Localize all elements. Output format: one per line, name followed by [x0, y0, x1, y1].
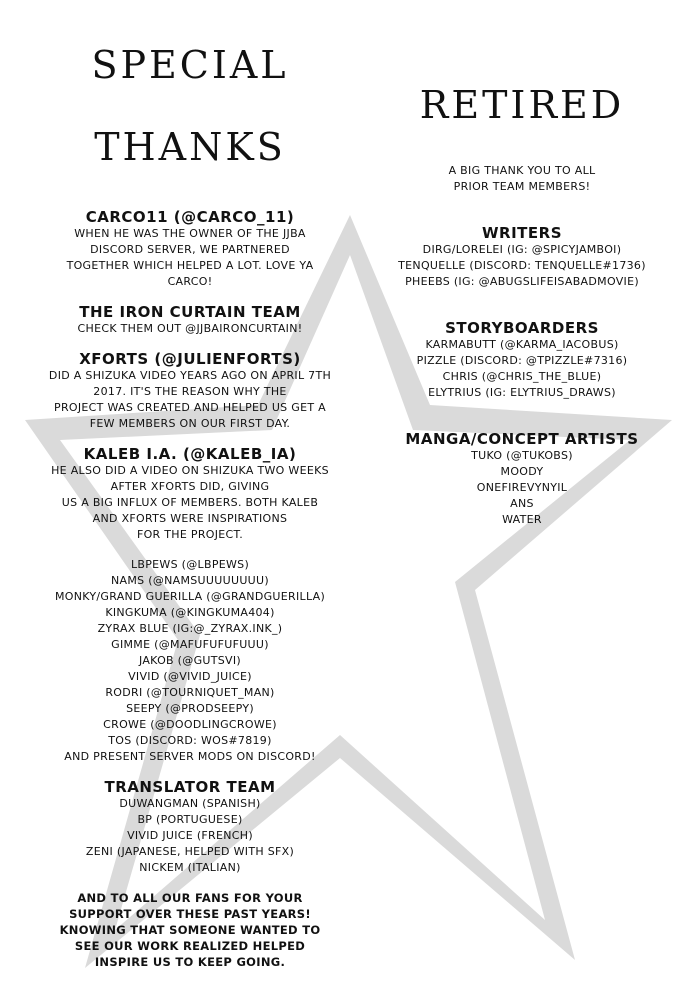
- special-thanks-title-line2: THANKS: [94, 125, 286, 169]
- list-item: TOS (DISCORD: WOS#7819): [108, 734, 272, 747]
- iron-curtain-credit: [25, 304, 355, 337]
- special-thanks-title-line1: SPECIAL: [91, 43, 289, 87]
- retired-intro: [372, 163, 672, 195]
- section-heading: STORYBOARDERS: [445, 319, 599, 337]
- closing-line: INSPIRE US TO KEEP GOING.: [94, 955, 286, 969]
- list-item: MOODY: [500, 465, 544, 478]
- intro-line: A BIG THANK YOU TO ALL: [448, 164, 596, 177]
- section-heading: MANGA/CONCEPT ARTISTS: [405, 430, 639, 448]
- list-item: TUKO (@TUKOBS): [471, 449, 573, 462]
- intro-line: PRIOR TEAM MEMBERS!: [453, 180, 591, 193]
- list-item: VIVID JUICE (FRENCH): [127, 829, 253, 842]
- writers-section: [372, 225, 672, 290]
- credit-line: HE ALSO DID A VIDEO ON SHIZUKA TWO WEEKS: [51, 464, 329, 477]
- list-item: BP (PORTUGUESE): [137, 813, 243, 826]
- special-thanks-column: [25, 45, 355, 984]
- list-item: CHRIS (@CHRIS_THE_BLUE): [442, 370, 602, 383]
- kaleb-credit: [25, 446, 355, 543]
- credit-heading: CARCO11 (@CARCO_11): [85, 208, 295, 226]
- list-item: JAKOB (@GUTSVI): [138, 654, 242, 667]
- credit-line: AND XFORTS WERE INSPIRATIONS: [92, 512, 288, 525]
- credit-line: CHECK THEM OUT @JJBAIRONCURTAIN!: [77, 322, 303, 335]
- credit-line: FEW MEMBERS ON OUR FIRST DAY.: [89, 417, 291, 430]
- list-item: AND PRESENT SERVER MODS ON DISCORD!: [64, 750, 316, 763]
- credit-line: 2017. IT'S THE REASON WHY THE: [93, 385, 287, 398]
- closing-line: AND TO ALL OUR FANS FOR YOUR: [77, 891, 303, 905]
- credit-heading: KALEB I.A. (@KALEB_IA): [83, 445, 297, 463]
- credit-heading: TRANSLATOR TEAM: [104, 778, 276, 796]
- list-item: KINGKUMA (@KINGKUMA404): [105, 606, 275, 619]
- retired-title: RETIRED: [419, 83, 625, 127]
- carco-credit: [25, 209, 355, 290]
- credit-line: DID A SHIZUKA VIDEO YEARS AGO ON APRIL 7TH: [48, 369, 332, 382]
- credit-line: CARCO!: [167, 275, 213, 288]
- credit-heading: XFORTS (@JULIENFORTS): [79, 350, 301, 368]
- special-thanks-title: [25, 45, 355, 167]
- section-heading: WRITERS: [481, 224, 562, 242]
- list-item: ZYRAX BLUE (IG:@_ZYRAX.INK_): [97, 622, 283, 635]
- list-item: ANS: [510, 497, 534, 510]
- credit-line: DISCORD SERVER, WE PARTNERED: [90, 243, 290, 256]
- list-item: KARMABUTT (@KARMA_IACOBUS): [425, 338, 619, 351]
- list-item: WATER: [502, 513, 542, 526]
- list-item: RODRI (@TOURNIQUET_MAN): [105, 686, 275, 699]
- storyboarders-section: [372, 320, 672, 401]
- list-item: GIMME (@MAFUFUFUFUUU): [111, 638, 269, 651]
- list-item: DIRG/LORELEI (IG: @SPICYJAMBOI): [422, 243, 622, 256]
- credit-line: AFTER XFORTS DID, GIVING: [110, 480, 270, 493]
- translator-team-credit: [25, 779, 355, 876]
- list-item: PIZZLE (DISCORD: @TPIZZLE#7316): [416, 354, 628, 367]
- closing-line: KNOWING THAT SOMEONE WANTED TO: [59, 923, 321, 937]
- closing-line: SUPPORT OVER THESE PAST YEARS!: [69, 907, 311, 921]
- credit-line: US A BIG INFLUX OF MEMBERS. BOTH KALEB: [61, 496, 319, 509]
- list-item: VIVID (@VIVID_JUICE): [128, 670, 252, 683]
- credit-line: FOR THE PROJECT.: [136, 528, 244, 541]
- list-item: PHEEBS (IG: @ABUGSLIFEISABADMOVIE): [405, 275, 639, 288]
- credit-line: PROJECT WAS CREATED AND HELPED US GET A: [54, 401, 326, 414]
- list-item: NICKEM (ITALIAN): [139, 861, 241, 874]
- list-item: LBPEWS (@LBPEWS): [130, 558, 250, 571]
- xforts-credit: [25, 351, 355, 432]
- list-item: MONKY/GRAND GUERILLA (@GRANDGUERILLA): [54, 590, 326, 603]
- list-item: ZENI (JAPANESE, HELPED WITH SFX): [85, 845, 295, 858]
- retired-column: [372, 85, 672, 558]
- list-item: SEEPY (@PRODSEEPY): [126, 702, 254, 715]
- list-item: TENQUELLE (DISCORD: TENQUELLE#1736): [398, 259, 646, 272]
- closing-message: [25, 890, 355, 970]
- artists-section: [372, 431, 672, 528]
- credit-line: TOGETHER WHICH HELPED A LOT. LOVE YA: [66, 259, 314, 272]
- closing-line: SEE OUR WORK REALIZED HELPED: [74, 939, 306, 953]
- list-item: ELYTRIUS (IG: ELYTRIUS_DRAWS): [428, 386, 616, 399]
- credit-line: WHEN HE WAS THE OWNER OF THE JJBA: [74, 227, 306, 240]
- list-item: CROWE (@DOODLINGCROWE): [103, 718, 277, 731]
- credit-heading: THE IRON CURTAIN TEAM: [79, 303, 301, 321]
- list-item: DUWANGMAN (SPANISH): [119, 797, 261, 810]
- members-list: [25, 557, 355, 765]
- list-item: NAMS (@NAMSUUUUUUUU): [111, 574, 269, 587]
- list-item: ONEFIREVYNYIL: [476, 481, 568, 494]
